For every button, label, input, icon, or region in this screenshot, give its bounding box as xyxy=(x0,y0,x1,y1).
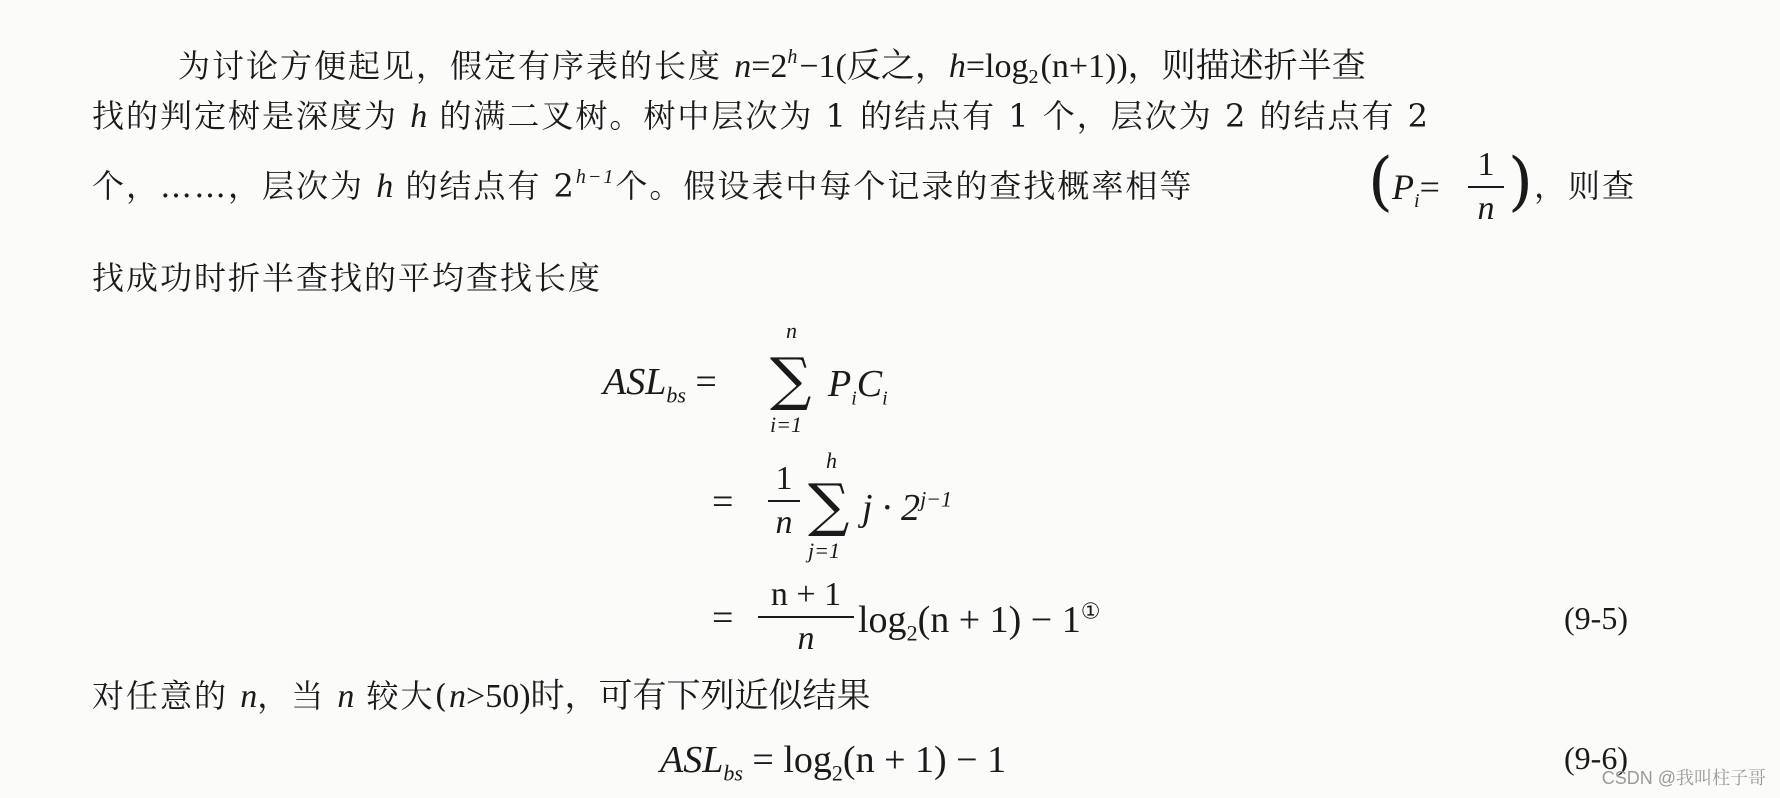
csdn-watermark: CSDN @我叫柱子哥 xyxy=(1601,768,1766,788)
var-n: n xyxy=(337,678,355,715)
log-term xyxy=(858,598,1100,647)
paragraph-line-4 xyxy=(92,258,602,298)
text-minus: −1(反之， xyxy=(799,48,949,85)
frac-num: 1 xyxy=(1477,146,1495,183)
equals-sign: = xyxy=(695,361,717,403)
sum1-lower: i=1 xyxy=(770,412,802,437)
prob-expr xyxy=(1392,166,1440,213)
sub-i: i xyxy=(882,387,888,410)
text-line2: 找的判定树是深度为 xyxy=(92,97,399,135)
equals-sign: = xyxy=(712,481,734,523)
text-line3: 个，……，层次为 xyxy=(92,167,365,205)
var-n: n xyxy=(240,678,258,715)
text-line2-tail: 的满二叉树。树中层次为 1 的结点有 1 个，层次为 2 的结点有 2 xyxy=(439,97,1431,135)
text-line1: 为讨论方便起见，假定有序表的长度 xyxy=(178,47,723,85)
left-paren: ( xyxy=(1368,145,1393,219)
text-b: ，当 xyxy=(257,677,326,715)
sigma-symbol: ∑ xyxy=(808,471,850,539)
text-line1-tail: (n+1))，则描述折半查 xyxy=(1040,48,1366,85)
var-n: n xyxy=(449,678,467,715)
equation-number-9-5: (9-5) xyxy=(1564,600,1628,636)
text-line3-tail: ，则查 xyxy=(1534,167,1637,205)
text-d: >50)时，可有下列近似结果 xyxy=(466,678,871,715)
log-tail: (n + 1) − 1 xyxy=(842,739,1007,781)
frac-den: n xyxy=(797,620,815,657)
text-line3-c: 个。假设表中每个记录的查找概率相等 xyxy=(615,167,1194,205)
sum2-upper: h xyxy=(826,448,837,473)
asl-lhs xyxy=(603,360,717,409)
text-eq: = xyxy=(1419,167,1440,207)
text-a: 对任意的 xyxy=(92,677,229,715)
frac-den: n xyxy=(775,504,793,541)
sub-i: i xyxy=(851,387,857,410)
equation-number-9-6: (9-6) xyxy=(1564,740,1628,776)
sup-j-minus-1: j−1 xyxy=(920,486,953,512)
paragraph-after xyxy=(92,676,871,717)
var-C: C xyxy=(856,363,883,405)
frac-num: 1 xyxy=(775,460,793,497)
sub-bs: bs xyxy=(723,760,743,786)
var-P: P xyxy=(828,363,852,405)
right-paren: ) xyxy=(1508,145,1533,219)
var-n: n xyxy=(734,48,752,85)
var-h: h xyxy=(948,48,966,85)
fraction-1-over-n xyxy=(1468,146,1504,228)
paragraph-line-2 xyxy=(92,96,1430,137)
text-c: 较大( xyxy=(366,677,450,715)
sub-2: 2 xyxy=(831,760,843,786)
sum2-lower: j=1 xyxy=(808,538,840,563)
frac-den: n xyxy=(1477,190,1495,227)
fraction-1-over-n xyxy=(768,460,800,542)
sup-h-minus-1: h−1 xyxy=(575,166,616,188)
text-eq: =2 xyxy=(751,48,788,85)
equation-9-6 xyxy=(660,738,1006,787)
sigma-symbol: ∑ xyxy=(770,345,812,413)
term-j-2: j · 2 xyxy=(862,487,921,529)
frac-bar xyxy=(768,500,800,502)
fraction-n1-over-n xyxy=(758,576,854,658)
sub-bs: bs xyxy=(666,382,686,408)
sup-h: h xyxy=(787,46,800,68)
equals-sign: = xyxy=(712,597,734,639)
log-label: = log xyxy=(752,739,832,781)
paragraph-line-3 xyxy=(92,166,1193,207)
paragraph-line-1 xyxy=(178,46,1366,87)
paragraph-line-3-tail xyxy=(1534,166,1636,206)
var-P: P xyxy=(1392,167,1414,207)
sub-i: i xyxy=(1414,190,1420,213)
sub-2: 2 xyxy=(906,620,918,646)
var-h: h xyxy=(410,98,428,135)
var-h: h xyxy=(376,168,394,205)
asl-label: ASL xyxy=(603,361,667,403)
text-line4: 找成功时折半查找的平均查找长度 xyxy=(92,259,603,297)
sum1-upper: n xyxy=(786,318,797,343)
frac-bar xyxy=(758,616,854,618)
text-line3-b: 的结点有 2 xyxy=(405,167,576,205)
log-tail: (n + 1) − 1 xyxy=(917,599,1081,641)
footnote-mark: ① xyxy=(1080,598,1101,624)
log-label: log xyxy=(858,599,907,641)
sum1-term xyxy=(828,362,888,411)
frac-bar xyxy=(1468,186,1504,188)
sub-2: 2 xyxy=(1028,66,1041,88)
text-log: =log xyxy=(965,48,1029,85)
asl-label: ASL xyxy=(660,739,724,781)
sum2-term xyxy=(862,486,952,530)
frac-num: n + 1 xyxy=(770,576,842,613)
